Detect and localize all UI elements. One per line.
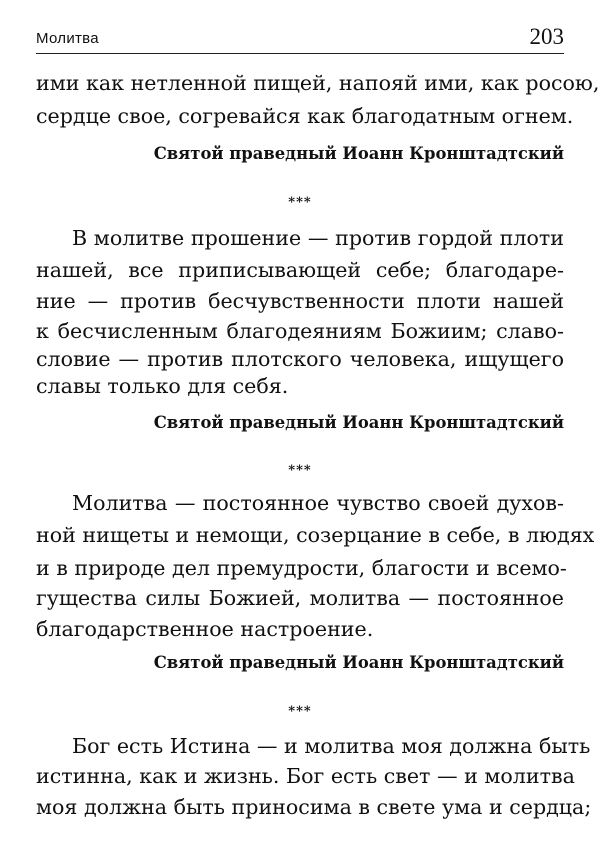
text-line: словие — против плотского человека, ищущего — [36, 347, 564, 371]
text-line: нашей, все приписывающей себе; благодаре- — [36, 258, 564, 282]
section-separator: *** — [288, 195, 312, 210]
book-page — [36, 0, 600, 853]
section-separator: *** — [288, 704, 312, 719]
page-header — [36, 24, 564, 52]
text-line: гущества силы Божией, молитва — постоянное — [36, 586, 564, 610]
text-line: и в природе дел премудрости, благости и всемо- — [36, 556, 567, 580]
text-line: В молитве прошение — против гордой плоти — [72, 226, 564, 250]
running-title: Молитва — [36, 30, 99, 47]
text-line: ими как нетленной пищей, напояй ими, как росою, — [36, 71, 600, 95]
text-line: к бесчисленным благодеяниям Божиим; славо- — [36, 319, 564, 343]
attribution: Святой праведный Иоанн Кронштадтский — [153, 413, 564, 432]
header-rule — [36, 53, 564, 54]
text-line: моя должна быть приносима в свете ума и сердца; — [36, 795, 592, 819]
text-line: истинна, как и жизнь. Бог есть свет — и молитва — [36, 764, 575, 788]
text-line: Бог есть Истина — и молитва моя должна быть — [72, 734, 591, 758]
text-line: Молитва — постоянное чувство своей духов- — [72, 491, 564, 515]
section-separator: *** — [288, 463, 312, 478]
page-number: 203 — [529, 24, 564, 49]
text-line: славы только для себя. — [36, 374, 289, 398]
attribution: Святой праведный Иоанн Кронштадтский — [153, 653, 564, 672]
text-line: благодарственное настроение. — [36, 617, 374, 641]
text-line: ние — против бесчувственности плоти нашей — [36, 289, 564, 313]
attribution: Святой праведный Иоанн Кронштадтский — [153, 144, 564, 163]
text-line: сердце свое, согревайся как благодатным огнем. — [36, 104, 574, 128]
text-line: ной нищеты и немощи, созерцание в себе, в людях — [36, 523, 595, 547]
